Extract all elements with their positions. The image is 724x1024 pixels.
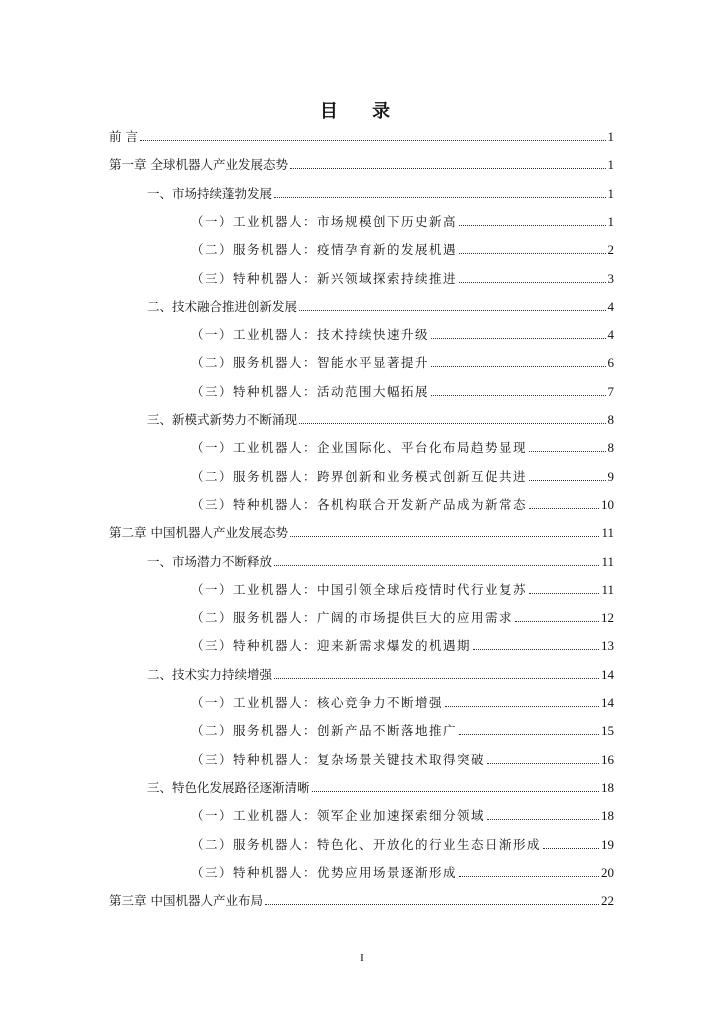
- dot-leader: [529, 507, 599, 509]
- toc-entry-page: 3: [607, 270, 614, 286]
- dot-leader: [140, 139, 606, 141]
- toc-entry-label: （三）特种机器人：优势应用场景逐渐形成: [191, 864, 458, 880]
- toc-entry-label: （一）工业机器人：市场规模创下历史新高: [191, 213, 458, 229]
- dot-leader: [529, 479, 605, 481]
- dot-leader: [290, 167, 606, 169]
- dot-leader: [274, 677, 599, 679]
- toc-entry-page: 9: [607, 468, 614, 484]
- dot-leader: [274, 196, 605, 198]
- dot-leader: [529, 592, 599, 594]
- dot-leader: [431, 394, 605, 396]
- toc-entry-page: 6: [607, 355, 614, 371]
- toc-entry[interactable]: [191, 608, 614, 628]
- toc-entry[interactable]: [191, 212, 614, 232]
- toc-entry[interactable]: [191, 806, 614, 826]
- toc-entry-label: 二、技术实力持续增强: [147, 666, 273, 682]
- toc-entry-label: （三）特种机器人：活动范围大幅拓展: [191, 383, 430, 399]
- toc-entry-label: 前 言: [109, 129, 138, 144]
- toc-entry[interactable]: [191, 269, 614, 289]
- toc-entry-page: 15: [601, 723, 614, 739]
- toc-entry-label: 一、市场持续蓬勃发展: [147, 185, 273, 201]
- toc-entry-page: 16: [601, 751, 614, 767]
- toc-entry-page: 19: [601, 836, 614, 852]
- dot-leader: [290, 535, 599, 537]
- dot-leader: [431, 337, 605, 339]
- dot-leader: [274, 564, 599, 566]
- toc-entry-page: 8: [607, 440, 614, 456]
- page-number: I: [360, 952, 364, 964]
- dot-leader: [459, 252, 605, 254]
- toc-entry[interactable]: [191, 580, 614, 600]
- dot-leader: [459, 875, 599, 877]
- dot-leader: [299, 309, 605, 311]
- toc-entry-page: 1: [607, 129, 614, 144]
- toc-entry-page: 14: [601, 695, 614, 710]
- toc-entry-label: （三）特种机器人：复杂场景关键技术取得突破: [191, 751, 486, 767]
- dot-leader: [529, 450, 605, 452]
- toc-entry-page: 11: [601, 581, 614, 597]
- toc-entry-page: 8: [607, 412, 614, 427]
- toc-entry-label: 二、技术融合推进创新发展: [147, 298, 298, 314]
- dot-leader: [487, 762, 599, 764]
- toc-entry[interactable]: [147, 665, 614, 685]
- toc-entry-page: 10: [601, 496, 614, 512]
- toc-entry-label: （二）服务机器人：创新产品不断落地推广: [191, 723, 458, 739]
- toc-entry[interactable]: [191, 353, 614, 373]
- toc-entry-label: （二）服务机器人：跨界创新和业务模式创新互促共进: [191, 468, 528, 484]
- dot-leader: [459, 281, 605, 283]
- toc-entry-label: 第一章 全球机器人产业发展态势: [109, 157, 288, 173]
- toc-entry-label: （一）工业机器人：技术持续快速升级: [191, 327, 430, 343]
- toc-title: 目 录: [319, 101, 405, 122]
- toc-entry[interactable]: [191, 382, 614, 402]
- toc-entry-label: （二）服务机器人：疫情孕育新的发展机遇: [191, 242, 458, 258]
- toc-entry[interactable]: [191, 240, 614, 260]
- toc-entry[interactable]: [147, 552, 614, 572]
- toc-entry-label: （一）工业机器人：领军企业加速探索细分领域: [191, 808, 486, 824]
- toc-entry-label: （二）服务机器人：特色化、开放化的行业生态日渐形成: [191, 836, 542, 852]
- toc-entry-label: （二）服务机器人：智能水平显著提升: [191, 355, 430, 371]
- toc-entry-page: 1: [607, 185, 614, 201]
- dot-leader: [459, 224, 605, 226]
- toc-entry-page: 4: [607, 327, 614, 343]
- toc-entry[interactable]: [191, 863, 614, 883]
- toc-entry[interactable]: [191, 467, 614, 487]
- toc-entry[interactable]: [147, 297, 614, 317]
- toc-entry-label: 一、市场潜力不断释放: [147, 553, 273, 569]
- toc-entry-page: 1: [607, 157, 614, 173]
- toc-entry[interactable]: [109, 523, 614, 543]
- toc-entry[interactable]: [109, 155, 614, 175]
- toc-entry[interactable]: [147, 184, 614, 204]
- toc-entry-label: （一）工业机器人：企业国际化、平台化布局趋势显现: [191, 440, 528, 456]
- toc-entry[interactable]: [191, 693, 614, 713]
- dot-leader: [515, 620, 599, 622]
- toc-entry[interactable]: [191, 438, 614, 458]
- toc-entry-page: 11: [601, 553, 614, 569]
- dot-leader: [473, 648, 599, 650]
- dot-leader: [487, 818, 599, 820]
- toc-entry-page: 4: [607, 298, 614, 314]
- toc-entry-page: 11: [601, 525, 614, 541]
- toc-entry-page: 13: [601, 638, 614, 654]
- toc-entry[interactable]: [191, 750, 614, 770]
- toc-entry-label: 第三章 中国机器人产业布局: [109, 893, 263, 909]
- dot-leader: [312, 790, 599, 792]
- toc-entry-page: 2: [607, 242, 614, 258]
- toc-entry-page: 12: [601, 610, 614, 626]
- toc-entry[interactable]: [191, 721, 614, 741]
- dot-leader: [299, 422, 605, 424]
- dot-leader: [431, 365, 605, 367]
- toc-entry[interactable]: [191, 636, 614, 656]
- toc-entry-page: 22: [601, 893, 614, 909]
- toc-entry-label: （一）工业机器人：中国引领全球后疫情时代行业复苏: [191, 581, 528, 597]
- toc-entry-label: 三、新模式新势力不断涌现: [147, 412, 298, 427]
- toc-entry-label: （三）特种机器人：各机构联合开发新产品成为新常态: [191, 496, 528, 512]
- toc-entry-label: （一）工业机器人：核心竞争力不断增强: [191, 695, 444, 710]
- toc-entry-page: 20: [601, 864, 614, 880]
- toc-entry[interactable]: [191, 325, 614, 345]
- toc-entry[interactable]: [191, 495, 614, 515]
- toc-entry-page: 18: [601, 779, 614, 795]
- toc-entry[interactable]: [109, 127, 614, 147]
- toc-entry-page: 1: [607, 213, 614, 229]
- toc-entry[interactable]: [147, 778, 614, 798]
- dot-leader: [459, 733, 599, 735]
- dot-leader: [543, 847, 599, 849]
- toc-entry-label: （三）特种机器人：迎来新需求爆发的机遇期: [191, 638, 472, 654]
- toc-entry-label: （二）服务机器人：广阔的市场提供巨大的应用需求: [191, 610, 514, 626]
- toc-entry-label: 三、特色化发展路径逐渐清晰: [147, 779, 310, 795]
- toc-entry[interactable]: [109, 891, 614, 911]
- toc-entry[interactable]: [191, 835, 614, 855]
- dot-leader: [265, 903, 599, 905]
- toc-entry-label: （三）特种机器人：新兴领域探索持续推进: [191, 270, 458, 286]
- dot-leader: [445, 705, 599, 707]
- toc-entry-page: 18: [601, 808, 614, 824]
- toc-entry-page: 14: [601, 666, 614, 682]
- toc-entry-page: 7: [607, 383, 614, 399]
- toc-entry[interactable]: [147, 410, 614, 430]
- toc-entry-label: 第二章 中国机器人产业发展态势: [109, 525, 288, 541]
